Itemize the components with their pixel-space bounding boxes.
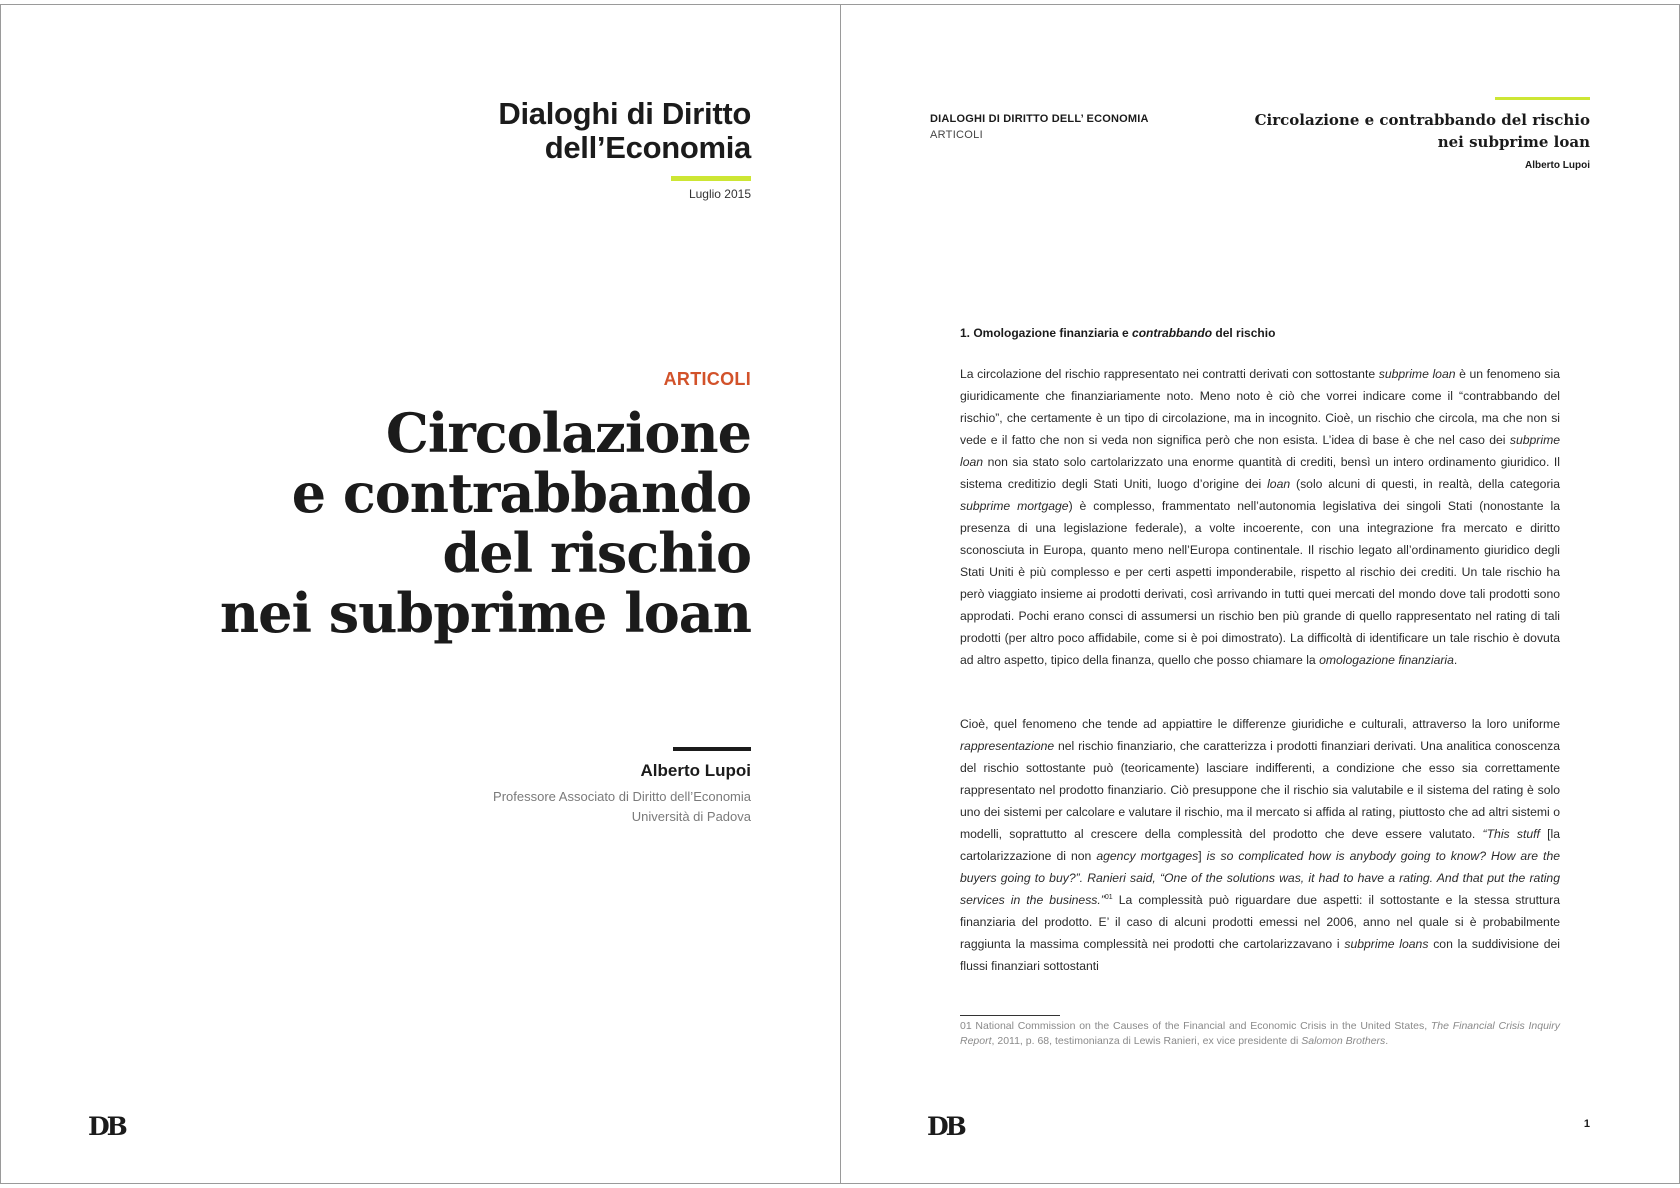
db-logo: DB bbox=[88, 1112, 125, 1141]
article-page bbox=[840, 4, 1680, 1184]
author-university: Università di Padova bbox=[631, 809, 751, 824]
author-name: Alberto Lupoi bbox=[640, 761, 751, 780]
running-header-journal: DIALOGHI DI DIRITTO DELL’ ECONOMIA bbox=[930, 113, 1149, 125]
journal-title-line2: dell’Economia bbox=[544, 130, 751, 165]
db-logo: DB bbox=[927, 1112, 964, 1141]
running-header-section: ARTICOLI bbox=[930, 129, 983, 141]
text-run: Salomon Brothers bbox=[1301, 1035, 1386, 1047]
text-run: “This stuff bbox=[1482, 827, 1540, 841]
journal-title-line1: Dialoghi di Diritto bbox=[498, 96, 751, 131]
issue-date: Luglio 2015 bbox=[688, 187, 751, 201]
accent-bar bbox=[1495, 97, 1590, 100]
text-run: subprime loans bbox=[1344, 937, 1429, 951]
article-title-line: Circolazione bbox=[385, 401, 751, 465]
text-run: nel rischio finanziario, che caratterizza i prodotti finanziari derivati. Una analitica conoscenza del rischio sottostante può (teoricamente) lasciare indifferenti, a condizione che esso sia correttamente rappresentato nel prodotto finanziario. Ciò presuppone che il rischio sia valutabile e il sistema del rating è solo uno dei sistemi per calcolare e valutare il rischio, ma il mercato si affida al rating, piuttosto che ad altri sistemi o modelli, soprattutto al crescere della complessità del prodotto che deve essere valutato. bbox=[960, 739, 1560, 841]
text-run: The Financial Crisis Inquiry Report bbox=[960, 1020, 1560, 1047]
text-run: subprime mortgage bbox=[960, 499, 1069, 513]
text-run: è un fenomeno sia giuridicamente che finanziariamente noto. Meno noto è ciò che vorrei indicare come il “contrabbando del rischio”, che certamente è un tipo di circolazione, ma in incognito. Cioè, un rischio che circola, ma che non si vede e il fatto che non si veda non significa però che non esista. L’idea di base è che nel caso dei bbox=[960, 367, 1560, 447]
section-heading bbox=[960, 326, 1275, 340]
text-run: ) è complesso, frammentato nell’autonomia legislativa dei singoli Stati (nonostante la presenza di una legislazione federale), a volte incoerente, con una integrazione fra mercato e diritto sconosciuta in Europa, quanto meno nell’Europa continentale. Il rischio legato all’ordinamento giuridico degli Stati Uniti è più complesso e per certi aspetti imponderabile, rispetto al rischio dei crediti. Un tale rischio ha però viaggiato insieme ai prodotti derivati, così arrivando in tutti quei mercati del mondo dove tali prodotti sono approdati. Pochi erano consci di assumersi un rischio ben più grande di quello rappresentato nel rating di tali prodotti (per altro poco affidabile, come si è poi dimostrato). La difficoltà di identificare un tale rischio è dovuta ad altro aspetto, tipico della finanza, quello che posso chiamare la bbox=[960, 499, 1561, 667]
text-run: non sia stato solo cartolarizzato una enorme quantità di crediti, bensì un intero ordinamento giuridico. Il sistema creditizio degli Stati Uniti, luogo d’origine dei bbox=[960, 455, 1560, 491]
text-run: La complessità può riguardare due aspetti: il sottostante e la stessa struttura finanziaria del prodotto. E’ il caso di alcuni prodotti emessi nel 2006, anno nel quale si è probabilmente raggiunta la massima complessità nei prodotti che cartolarizzavano i bbox=[960, 893, 1560, 951]
heading-prefix: 1. Omologazione finanziaria e bbox=[960, 326, 1133, 340]
text-run: . bbox=[1385, 1035, 1389, 1047]
author-role: Professore Associato di Diritto dell’Economia bbox=[493, 789, 751, 804]
running-header-title bbox=[1255, 109, 1590, 153]
accent-bar bbox=[671, 176, 751, 181]
text-run: (solo alcuni di questi, in realtà, della categoria bbox=[1290, 477, 1560, 491]
author-divider bbox=[673, 747, 751, 751]
text-run: subprime loan bbox=[960, 433, 1560, 469]
footnote-divider bbox=[960, 1015, 1060, 1016]
running-title-line2: nei subprime loan bbox=[1437, 133, 1590, 151]
heading-italic: contrabbando bbox=[1132, 326, 1213, 340]
author-affiliation bbox=[493, 787, 751, 827]
page-number: 1 bbox=[1583, 1118, 1590, 1130]
running-title-line1: Circolazione e contrabbando del rischio bbox=[1254, 111, 1590, 129]
running-header-author: Alberto Lupoi bbox=[1525, 160, 1590, 171]
text-run: con la suddivisione dei flussi finanziari sottostanti bbox=[960, 937, 1560, 973]
body-paragraph bbox=[960, 363, 1560, 671]
article-title bbox=[220, 403, 751, 643]
text-run: omologazione finanziaria bbox=[1319, 653, 1454, 667]
section-label: ARTICOLI bbox=[663, 369, 751, 389]
cover-page bbox=[0, 4, 841, 1184]
text-run: is so complicated how is anybody going to know? How are the buyers going to buy?”. Ranieri said, “One of the solutions was, it had to have a rating. And that put the rating services in the business.” bbox=[960, 849, 1560, 907]
text-run: [la cartolarizzazione di non bbox=[960, 827, 1561, 863]
text-run: subprime loan bbox=[1378, 367, 1456, 381]
text-run: ] bbox=[1198, 849, 1207, 863]
text-run: agency mortgages bbox=[1096, 849, 1199, 863]
article-title-line: e contrabbando bbox=[291, 461, 751, 525]
text-run: 01 National Commission on the Causes of the Financial and Economic Crisis in the United States, bbox=[960, 1020, 1431, 1032]
text-run: . bbox=[1453, 653, 1458, 667]
heading-suffix: del rischio bbox=[1212, 326, 1276, 340]
footnote-ref: 01 bbox=[1104, 893, 1113, 901]
footnote bbox=[960, 1019, 1560, 1049]
text-run: loan bbox=[1267, 477, 1291, 491]
text-run: Cioè, quel fenomeno che tende ad appiattire le differenze giuridiche e culturali, attraverso la loro uniforme bbox=[960, 717, 1560, 731]
body-paragraph bbox=[960, 713, 1560, 977]
article-title-line: nei subprime loan bbox=[219, 581, 751, 645]
journal-title bbox=[498, 97, 751, 165]
text-run: La circolazione del rischio rappresentato nei contratti derivati con sottostante bbox=[960, 367, 1379, 381]
text-run: rappresentazione bbox=[960, 739, 1055, 753]
text-run: , 2011, p. 68, testimonianza di Lewis Ranieri, ex vice presidente di bbox=[991, 1035, 1302, 1047]
article-title-line: del rischio bbox=[442, 521, 751, 585]
